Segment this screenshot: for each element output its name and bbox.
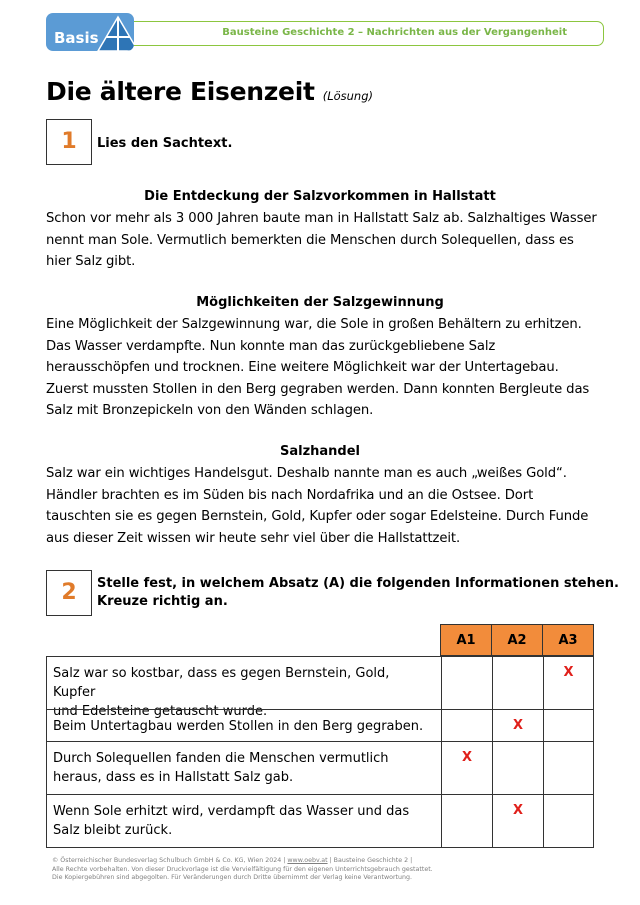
task-2-instruction-line: Stelle fest, in welchem Absatz (A) die folgenden Informationen stehen. — [97, 576, 619, 591]
page-title — [46, 77, 373, 106]
question-line: Beim Untertagbau werden Stollen in den Berg gegraben. — [53, 719, 424, 734]
table-row — [46, 656, 594, 719]
logo-text: Basis — [54, 29, 99, 47]
column-header-a3: A3 — [542, 624, 594, 656]
page-title-main: Die ältere Eisenzeit — [46, 77, 315, 106]
text-line: nennt man Sole. Vermutlich bemerkten die Menschen durch Solequellen, dass es — [46, 232, 574, 248]
text-line: Schon vor mehr als 3 000 Jahren baute man in Hallstatt Salz ab. Salzhaltiges Wasser — [46, 211, 597, 226]
question-cell — [47, 657, 442, 719]
page-title-sub: (Lösung) — [322, 89, 374, 103]
text-line: hier Salz gibt. — [46, 254, 136, 269]
question-line: heraus, dass es in Hallstatt Salz gab. — [53, 770, 294, 785]
text-line: aus dieser Zeit wissen wir heute sehr viel über die Hallstattzeit. — [46, 530, 461, 546]
text-line: Zuerst mussten Stollen in den Berg gegraben werden. Dann konnten Bergleute das — [46, 381, 590, 397]
text-line: herausschöpfen und trocknen. Eine weitere Möglichkeit war der Untertagebau. — [46, 360, 559, 375]
question-line: Wenn Sole erhitzt wird, verdampft das Wasser und das — [53, 804, 410, 819]
text-line: Eine Möglichkeit der Salzgewinnung war, die Sole in großen Behältern zu erhitzen. — [46, 317, 582, 332]
answer-cell-a1[interactable] — [442, 795, 493, 847]
section-3-text — [46, 463, 602, 549]
answer-cell-a3[interactable] — [544, 710, 593, 741]
answer-cell-a3[interactable] — [544, 795, 593, 847]
question-cell — [47, 742, 442, 794]
text-line: Das Wasser verdampfte. Nun konnte man das zurückgebliebene Salz — [46, 338, 496, 354]
task-1-number: 1 — [61, 129, 77, 154]
answer-cell-a3[interactable]: X — [563, 665, 574, 680]
column-header-a1: A1 — [440, 624, 492, 656]
section-1-heading: Die Entdeckung der Salzvorkommen in Hallstatt — [144, 189, 496, 204]
question-line: Salz bleibt zurück. — [53, 823, 173, 838]
task-1-number-box — [46, 119, 92, 165]
table-row — [46, 794, 594, 848]
task-2-number: 2 — [61, 580, 77, 605]
footer-line-3: Die Kopiergebühren sind abgegolten. Für Veränderungen durch Dritte übernimmt der Verlag keine Verantwortung. — [52, 874, 412, 882]
footer-book-title: | Bausteine Geschichte 2 | — [327, 857, 413, 864]
column-header-a2: A2 — [491, 624, 543, 656]
answer-cell-a2[interactable]: X — [493, 795, 544, 847]
table-row — [46, 741, 594, 795]
text-line: Salz mit Bronzepickeln von den Wänden schlagen. — [46, 403, 374, 418]
question-cell — [47, 795, 442, 847]
series-title: Bausteine Geschichte 2 – Nachrichten aus der Vergangenheit — [222, 27, 567, 38]
footer-website-link[interactable]: www.oebv.at — [287, 857, 328, 864]
answer-cell-a1[interactable] — [442, 657, 493, 709]
task-1-instruction: Lies den Sachtext. — [97, 136, 233, 151]
task-2-instruction-line: Kreuze richtig an. — [97, 594, 228, 609]
table-row — [46, 709, 594, 742]
answer-cell-a2[interactable] — [493, 657, 544, 709]
answer-cell-a1[interactable]: X — [442, 742, 493, 794]
section-1-text — [46, 208, 602, 273]
question-line: und Edelsteine getauscht wurde. — [53, 704, 268, 719]
question-line: Salz war so kostbar, dass es gegen Bernstein, Gold, Kupfer — [53, 666, 390, 700]
text-line: Salz war ein wichtiges Handelsgut. Deshalb nannte man es auch „weißes Gold“. — [46, 466, 567, 481]
section-3-heading: Salzhandel — [279, 444, 361, 459]
task-2-number-box — [46, 570, 92, 616]
text-line: tauschten sie es gegen Bernstein, Gold, Kupfer oder sogar Edelsteine. Durch Funde — [46, 509, 589, 524]
answer-cell-a1[interactable] — [442, 710, 493, 741]
section-2-heading: Möglichkeiten der Salzgewinnung — [196, 295, 444, 310]
task-2-instruction — [97, 575, 619, 611]
question-cell — [47, 710, 442, 741]
basis-logo — [46, 13, 134, 51]
answer-cell-a3[interactable] — [544, 742, 593, 794]
question-line: Durch Solequellen fanden die Menschen vermutlich — [53, 751, 389, 766]
footer-copyright: © Österreichischer Bundesverlag Schulbuch GmbH & Co. KG, Wien 2024 | — [52, 857, 288, 864]
footer-line-1 — [52, 857, 433, 866]
text-line: Händler brachten es im Süden bis nach Nordafrika und an die Ostsee. Dort — [46, 487, 534, 503]
answer-cell-a2[interactable]: X — [493, 710, 544, 741]
footer — [52, 857, 433, 883]
footer-line-2: Alle Rechte vorbehalten. Von dieser Druckvorlage ist die Vervielfältigung für den eigenen Unterrichtsgebrauch gestattet. — [52, 865, 433, 873]
section-2-text — [46, 314, 602, 422]
answer-cell-a2[interactable] — [493, 742, 544, 794]
